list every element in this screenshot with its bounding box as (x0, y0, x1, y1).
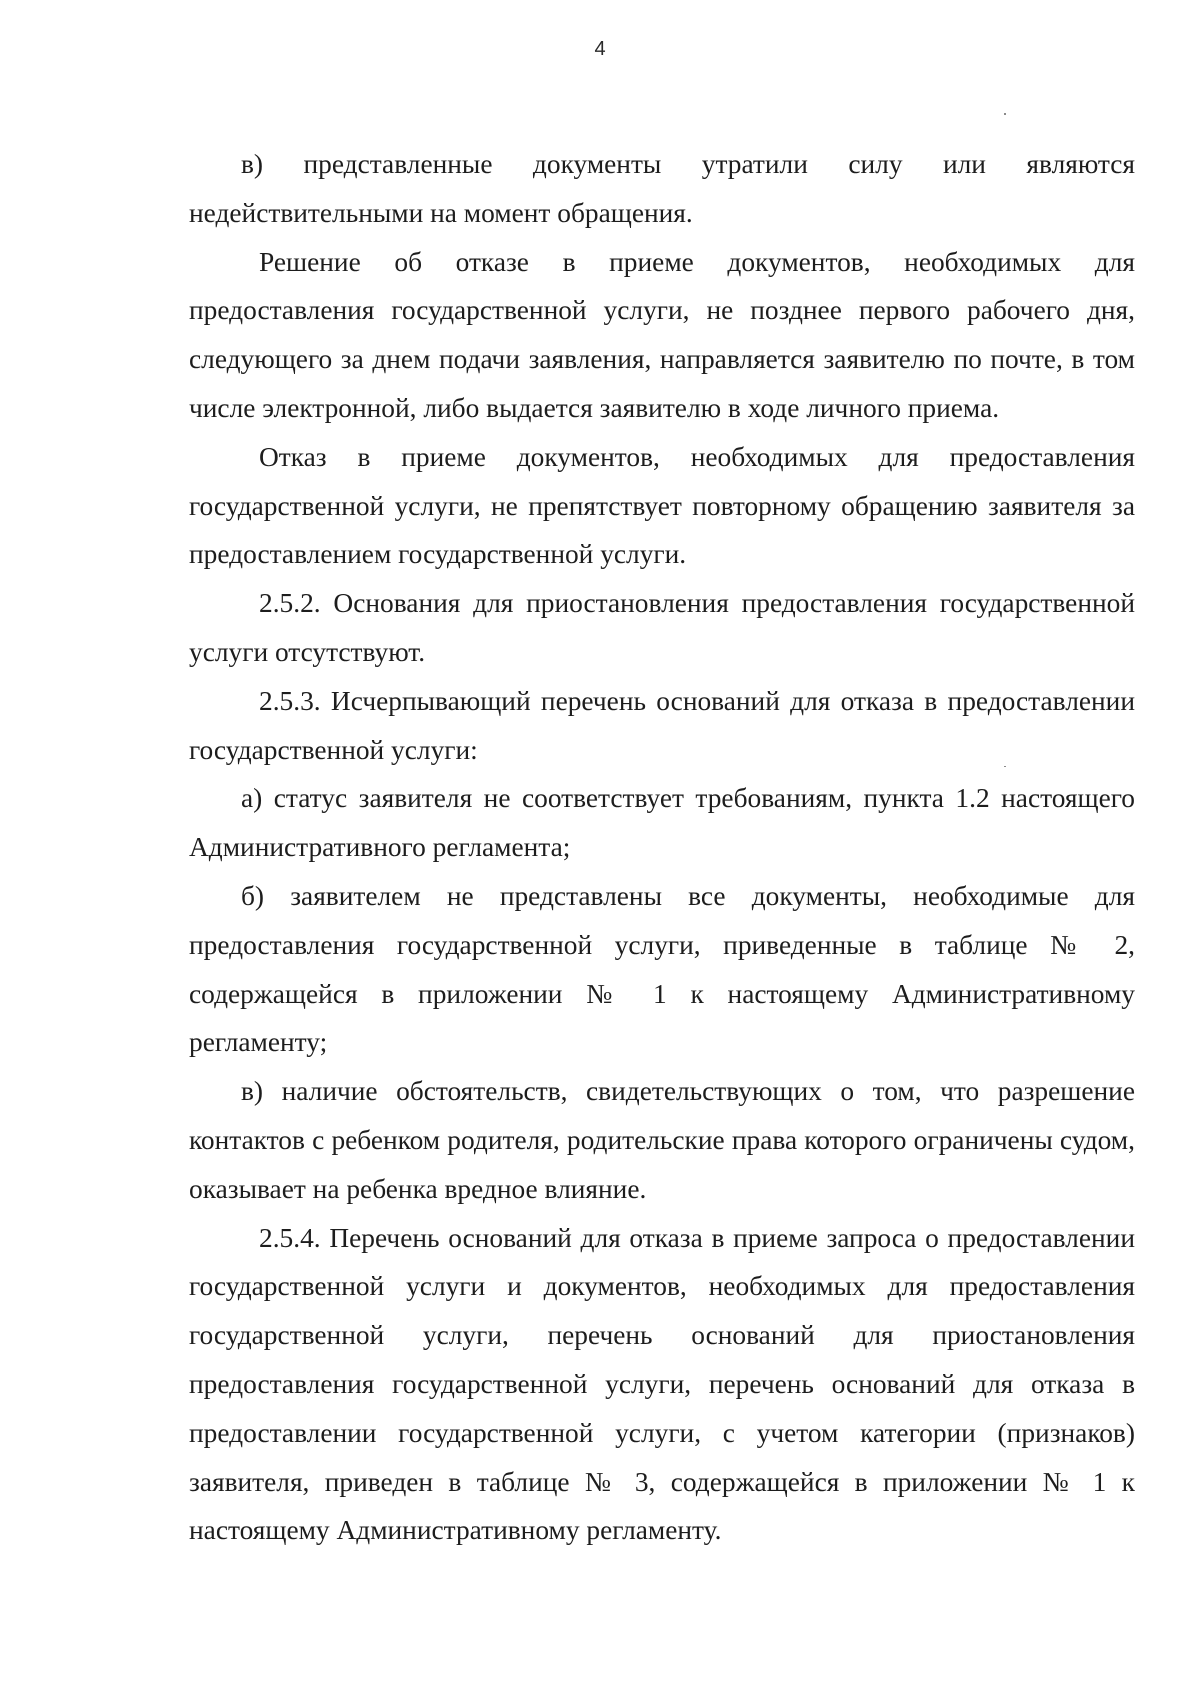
section-2-5-4: 2.5.4. Перечень оснований для отказа в приеме запроса о предоставлении государственной услуги и документов, необходимых для предоставления государственной услуги, перечень оснований для приостановления предоставления государственной услуги, перечень оснований для отказа в предоставлении государственной услуги, с учетом категории (признаков) заявителя, приведен в таблице № 3, содержащейся в приложении № 1 к настоящему Административному регламенту. (189, 1222, 1135, 1546)
list-item-ground-v: в) наличие обстоятельств, свидетельствующих о том, что разрешение контактов с ребенком родителя, родительские права которого ограничены судом, оказывает на ребенка вредное влияние. (189, 1076, 1135, 1204)
section-2-5-3: 2.5.3. Исчерпывающий перечень оснований для отказа в предоставлении государственной услуги: (189, 685, 1135, 765)
paragraph-refusal-no-obstacle: Отказ в приеме документов, необходимых для предоставления государственной услуги, не препятствует повторному обращению заявителя за предоставлением государственной услуги. (189, 441, 1135, 570)
paragraph-refusal-reason-v: в) представленные документы утратили силу или являются недействительными на момент обращения. (189, 149, 1135, 228)
scan-speck (1004, 113, 1006, 115)
document-body (189, 140, 1135, 1555)
list-item-ground-b: б) заявителем не представлены все документы, необходимые для предоставления государственной услуги, приведенные в таблице № 2, содержащейся в приложении № 1 к настоящему Административному регламенту; (189, 880, 1135, 1058)
list-item-ground-a: а) статус заявителя не соответствует требованиям, пункта 1.2 настоящего Административного регламента; (189, 783, 1135, 863)
page-number: 4 (594, 38, 606, 60)
paragraph-refusal-decision: Решение об отказе в приеме документов, необходимых для предоставления государственной услуги, не позднее первого рабочего дня, следующего за днем подачи заявления, направляется заявителю по почте, в том числе электронной, либо выдается заявителю в ходе личного приема. (189, 246, 1135, 423)
section-2-5-2: 2.5.2. Основания для приостановления предоставления государственной услуги отсутствуют. (189, 588, 1135, 667)
